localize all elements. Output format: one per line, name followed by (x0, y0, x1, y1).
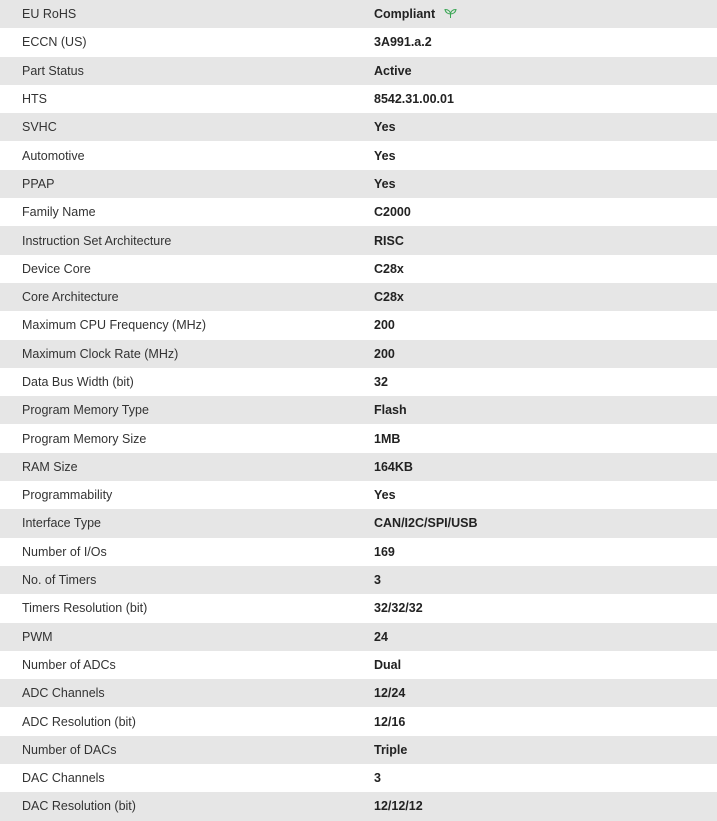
spec-value: 200 (374, 346, 395, 361)
spec-row (0, 736, 717, 764)
spec-value: 200 (374, 318, 395, 333)
spec-value: 24 (374, 629, 388, 644)
spec-row (0, 340, 717, 368)
spec-value-cell (374, 0, 717, 28)
spec-row (0, 0, 717, 28)
spec-row (0, 311, 717, 339)
spec-row (0, 368, 717, 396)
spec-row (0, 255, 717, 283)
spec-row (0, 113, 717, 141)
spec-row (0, 283, 717, 311)
spec-name: Program Memory Type (22, 403, 149, 418)
spec-value: Dual (374, 657, 402, 672)
leaf-icon (444, 8, 457, 19)
spec-row (0, 396, 717, 424)
spec-value: Triple (374, 742, 408, 757)
spec-row (0, 85, 717, 113)
spec-row (0, 198, 717, 226)
spec-row (0, 141, 717, 169)
spec-value: 8542.31.00.01 (374, 92, 454, 107)
spec-row (0, 509, 717, 537)
spec-row (0, 623, 717, 651)
spec-name: Core Architecture (22, 290, 119, 305)
spec-value: 32/32/32 (374, 601, 423, 616)
spec-row (0, 566, 717, 594)
spec-value: Yes (374, 176, 396, 191)
spec-name: PPAP (22, 176, 55, 191)
spec-name: Maximum CPU Frequency (MHz) (22, 318, 207, 333)
spec-name: Automotive (22, 148, 85, 163)
spec-value: 3A991.a.2 (374, 35, 432, 50)
spec-value: RISC (374, 233, 404, 248)
spec-name: SVHC (22, 120, 57, 135)
spec-row (0, 481, 717, 509)
spec-value: 3 (374, 771, 381, 786)
spec-value: CAN/I2C/SPI/USB (374, 516, 478, 531)
spec-name: ADC Channels (22, 686, 105, 701)
spec-value: Flash (374, 403, 407, 418)
spec-value: Active (374, 63, 412, 78)
spec-value: Yes (374, 148, 396, 163)
spec-value: 164KB (374, 459, 413, 474)
spec-name: No. of Timers (22, 573, 97, 588)
spec-name: RAM Size (22, 459, 78, 474)
spec-value: 32 (374, 375, 388, 389)
spec-name: Interface Type (22, 516, 101, 531)
spec-value: 169 (374, 544, 395, 559)
spec-row (0, 226, 717, 254)
spec-row (0, 792, 717, 820)
spec-value: 12/12/12 (374, 799, 423, 814)
spec-name: EU RoHS (22, 7, 77, 22)
spec-name: PWM (22, 629, 53, 644)
spec-name: Data Bus Width (bit) (22, 375, 134, 389)
spec-name: Number of I/Os (22, 544, 107, 559)
spec-value: Yes (374, 488, 396, 503)
spec-name: HTS (22, 92, 47, 107)
spec-value: Compliant (374, 7, 436, 22)
spec-name: Number of DACs (22, 742, 117, 757)
spec-name: Number of ADCs (22, 657, 116, 672)
spec-row (0, 424, 717, 452)
spec-name: Program Memory Size (22, 431, 147, 446)
spec-row (0, 594, 717, 622)
spec-name: Device Core (22, 261, 91, 276)
spec-row (0, 651, 717, 679)
spec-name: Family Name (22, 205, 96, 220)
spec-row (0, 764, 717, 792)
spec-name: Maximum Clock Rate (MHz) (22, 346, 179, 361)
spec-value: 1MB (374, 431, 401, 446)
spec-value: 3 (374, 573, 381, 588)
spec-value: Yes (374, 120, 396, 135)
spec-name: Programmability (22, 488, 113, 503)
spec-name: Timers Resolution (bit) (22, 601, 148, 616)
spec-name: DAC Resolution (bit) (22, 799, 136, 814)
spec-row (0, 170, 717, 198)
spec-row (0, 28, 717, 56)
spec-value: 12/16 (374, 714, 406, 729)
spec-row (0, 538, 717, 566)
spec-name: ADC Resolution (bit) (22, 714, 136, 729)
spec-name: DAC Channels (22, 771, 105, 786)
spec-name: Part Status (22, 63, 84, 78)
spec-value: C28x (374, 261, 404, 276)
spec-value: C28x (374, 290, 404, 305)
spec-name: Instruction Set Architecture (22, 233, 172, 248)
spec-value: C2000 (374, 205, 411, 220)
spec-value: 12/24 (374, 686, 406, 701)
spec-row (0, 453, 717, 481)
spec-row (0, 679, 717, 707)
spec-row (0, 707, 717, 735)
spec-row (0, 57, 717, 85)
spec-name: ECCN (US) (22, 35, 87, 50)
